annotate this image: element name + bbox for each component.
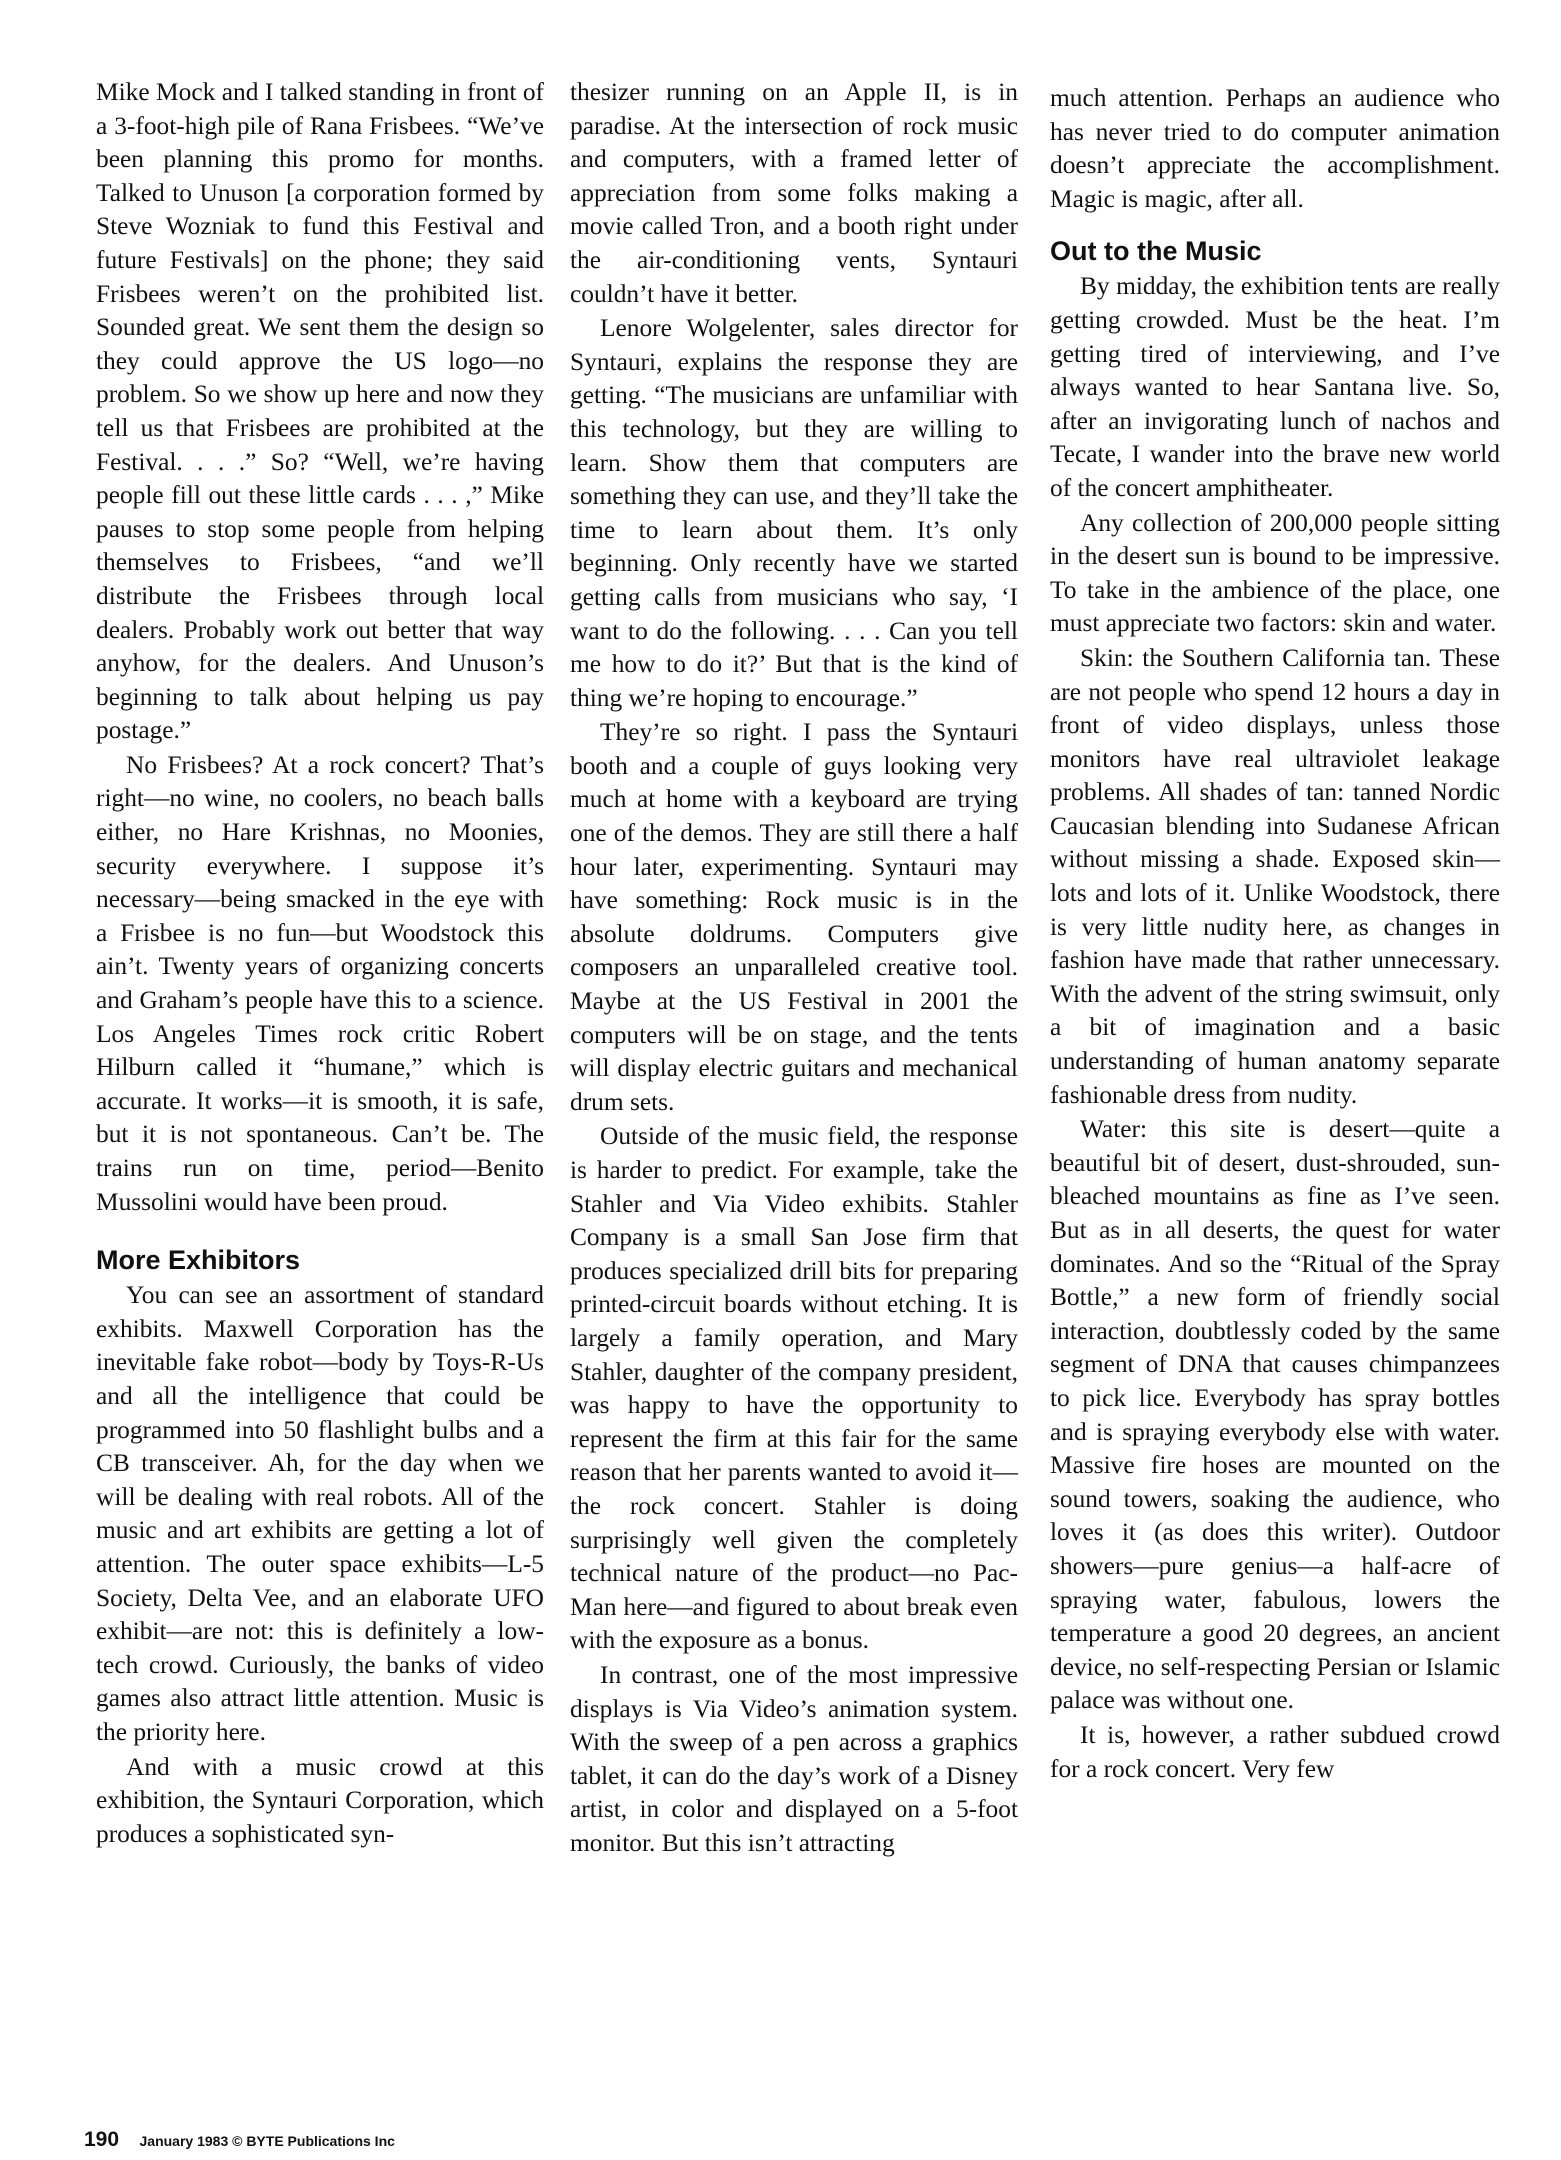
publication-credit: January 1983 © BYTE Publications Inc — [139, 2133, 395, 2149]
paragraph: They’re so right. I pass the Syntauri booth and a couple of guys looking very much at home with a keyboard are trying one of the demos. They are still there a half hour later, experimenting. Syntauri may have something: Rock music is in the absolute doldrums. Computers give composers an unparalleled creative tool. Maybe at the US Festival in 2001 the computers will be on stage, and the tents will display electric guitars and mechanical drum sets. — [570, 718, 1018, 1116]
paragraph: Outside of the music field, the response is harder to predict. For example, take the Stahler and Via Video exhibits. Stahler Company is a small San Jose firm that produces specialized drill bits for preparing printed-circuit boards without etching. It is largely a family operation, and Mary Stahler, daughter of the company president, was happy to have the opportunity to represent the firm at this fair for the same reason that her parents wanted to avoid it—the rock concert. Stahler is doing surprisingly well given the completely technical nature of the product—no Pac-Man here—and figured to about break even with the exposure as a bonus. — [570, 1122, 1018, 1655]
paragraph: much attention. Perhaps an audience who has never tried to do computer animation doesn’t appreciate the accomplishment. Magic is magic, after all. — [1050, 84, 1500, 213]
article-column-3 — [1050, 82, 1500, 1786]
paragraph: In contrast, one of the most impressive displays is Via Video’s animation system. With the sweep of a pen across a graphics tablet, it can do the day’s work of a Disney artist, in color and displayed on a 5-foot monitor. But this isn’t attracting — [570, 1660, 1018, 1857]
article-column-1 — [96, 76, 544, 1851]
paragraph: Any collection of 200,000 people sitting in the desert sun is bound to be impressive. To take in the ambience of the place, one must appreciate two factors: skin and water. — [1050, 508, 1500, 638]
page-footer — [84, 2128, 395, 2152]
article-column-2 — [570, 76, 1018, 1860]
paragraph: Water: this site is desert—quite a beautiful bit of desert, dust-shrouded, sun-bleached mountains as fine as I’ve seen. But as in all deserts, the quest for water dominates. And so the “Ritual of the Spray Bottle,” a new form of friendly social interaction, doubtlessly coded by the same segment of DNA that causes chimpanzees to pick lice. Everybody has spray bottles and is spraying everybody else with water. Massive fire hoses are mounted on the sound towers, soaking the audience, who loves it (as does this writer). Outdoor showers—pure genius—a half-acre of spraying water, fabulous, lowers the temperature a good 20 degrees, an ancient device, no self-respecting Persian or Islamic palace was without one. — [1050, 1115, 1500, 1715]
paragraph: thesizer running on an Apple II, is in paradise. At the intersection of rock music and computers, with a framed letter of appreciation from some folks making a movie called Tron, and a booth right under the air-conditioning vents, Syntauri couldn’t have it better. — [570, 78, 1018, 308]
paragraph: Mike Mock and I talked standing in front of a 3-foot-high pile of Rana Frisbees. “We’ve been planning this promo for months. Talked to Unuson [a corporation formed by Steve Wozniak to fund this Festival and future Festivals] on the phone; they said Frisbees weren’t on the prohibited list. Sounded great. We sent them the design so they could approve the US logo—no problem. So we show up here and now they tell us that Frisbees are prohibited at the Festival. . . .” So? “Well, we’re having people fill out these little cards . . . ,” Mike pauses to stop some people from helping themselves to Frisbees, “and we’ll distribute the Frisbees through local dealers. Probably work out better that way anyhow, for the dealers. And Unuson’s beginning to talk about helping us pay postage.” — [96, 78, 544, 745]
section-heading-out-to-the-music: Out to the Music — [1050, 236, 1262, 267]
paragraph: And with a music crowd at this exhibition, the Syntauri Corporation, which produces a sophisticated syn- — [96, 1752, 544, 1848]
paragraph: Skin: the Southern California tan. These are not people who spend 12 hours a day in front of video displays, unless those monitors have real ultraviolet leakage problems. All shades of tan: tanned Nordic Caucasian blending into Sudanese African without missing a shade. Exposed skin—lots and lots of it. Unlike Woodstock, there is very little nudity here, as changes in fashion have made that rather unnecessary. With the advent of the string swimsuit, only a bit of imagination and a basic understanding of human anatomy separate fashionable dress from nudity. — [1050, 643, 1500, 1109]
paragraph: It is, however, a rather subdued crowd for a rock concert. Very few — [1050, 1720, 1500, 1783]
paragraph: By midday, the exhibition tents are really getting crowded. Must be the heat. I’m getting tired of interviewing, and I’ve always wanted to hear Santana live. So, after an invigorating lunch of nachos and Tecate, I wander into the brave new world of the concert amphitheater. — [1050, 272, 1500, 502]
page-number: 190 — [84, 2128, 120, 2151]
paragraph: No Frisbees? At a rock concert? That’s right—no wine, no coolers, no beach balls either, no Hare Krishnas, no Moonies, security everywhere. I suppose it’s necessary—being smacked in the eye with a Frisbee is no fun—but Woodstock this ain’t. Twenty years of organizing concerts and Graham’s people have this to a science. Los Angeles Times rock critic Robert Hilburn called it “humane,” which is accurate. It works—it is smooth, it is safe, but it is not spontaneous. Can’t be. The trains run on time, period—Benito Mussolini would have been proud. — [96, 750, 544, 1216]
paragraph: Lenore Wolgelenter, sales director for Syntauri, explains the response they are getting. “The musicians are unfamiliar with this technology, but they are willing to learn. Show them that computers are something they can use, and they’ll take the time to learn about them. It’s only beginning. Only recently have we started getting calls from musicians who say, ‘I want to do the following. . . . Can you tell me how to do it?’ But that is the kind of thing we’re hoping to encourage.” — [570, 314, 1018, 712]
paragraph: You can see an assortment of standard exhibits. Maxwell Corporation has the inevitable fake robot—body by Toys-R-Us and all the intelligence that could be programmed into 50 flashlight bulbs and a CB transceiver. Ah, for the day when we will be dealing with real robots. All of the music and art exhibits are getting a lot of attention. The outer space exhibits—L-5 Society, Delta Vee, and an elaborate UFO exhibit—are not: this is definitely a low-tech crowd. Curiously, the banks of video games also attract little attention. Music is the priority here. — [96, 1281, 544, 1746]
section-heading-more-exhibitors: More Exhibitors — [96, 1245, 301, 1276]
